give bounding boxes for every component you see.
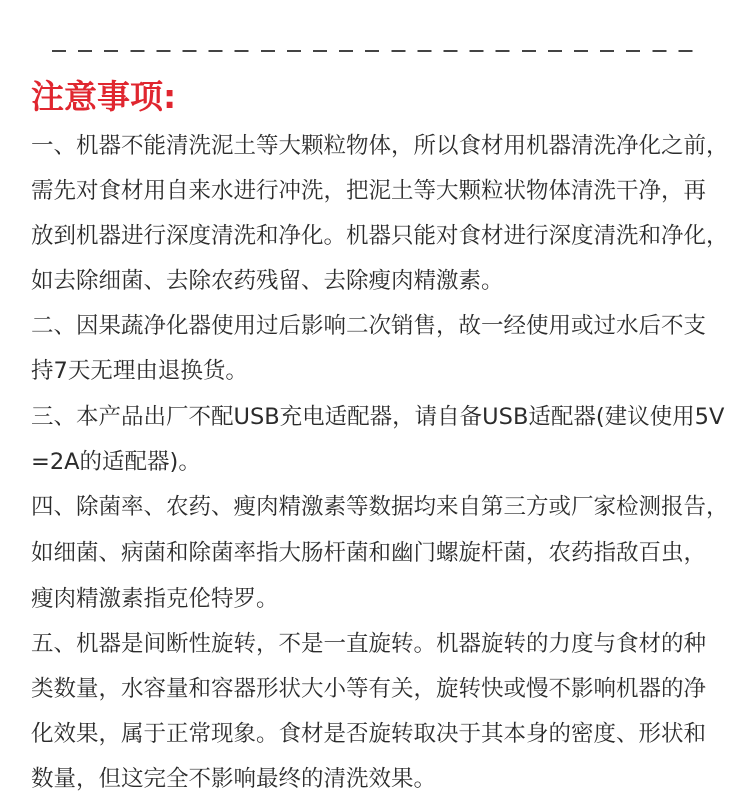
dashed-divider: [52, 50, 698, 52]
notice-line: 化效果，属于正常现象。食材是否旋转取决于其本身的密度、形状和: [31, 721, 707, 747]
notice-line: 一、机器不能清洗泥土等大颗粒物体，所以食材用机器清洗净化之前，: [31, 133, 729, 159]
notice-line: 数量，但这完全不影响最终的清洗效果。: [31, 766, 437, 792]
notice-line: 二、因果蔬净化器使用过后影响二次销售，故一经使用或过水后不支: [31, 313, 707, 339]
notice-line: 放到机器进行深度清洗和净化。机器只能对食材进行深度清洗和净化，: [31, 223, 729, 249]
notice-line: 瘦肉精激素指克伦特罗。: [31, 586, 279, 612]
notice-heading: 注意事项:: [31, 77, 177, 116]
notice-line: 类数量，水容量和容器形状大小等有关，旋转快或慢不影响机器的净: [31, 676, 707, 702]
notice-line: 如细菌、病菌和除菌率指大肠杆菌和幽门螺旋杆菌，农药指敌百虫，: [31, 540, 707, 566]
notice-line: 五、机器是间断性旋转，不是一直旋转。机器旋转的力度与食材的种: [31, 631, 707, 657]
notice-line: 如去除细菌、去除农药残留、去除瘦肉精激素。: [31, 268, 504, 294]
notice-line: 需先对食材用自来水进行冲洗，把泥土等大颗粒状物体清洗干净，再: [31, 178, 707, 204]
notice-line: 持7天无理由退换货。: [31, 358, 248, 384]
notice-line: 三、本产品出厂不配USB充电适配器，请自备USB适配器(建议使用5V: [31, 404, 725, 430]
notice-line: =2A的适配器)。: [31, 449, 201, 475]
notice-line: 四、除菌率、农药、瘦肉精激素等数据均来自第三方或厂家检测报告，: [31, 494, 729, 520]
